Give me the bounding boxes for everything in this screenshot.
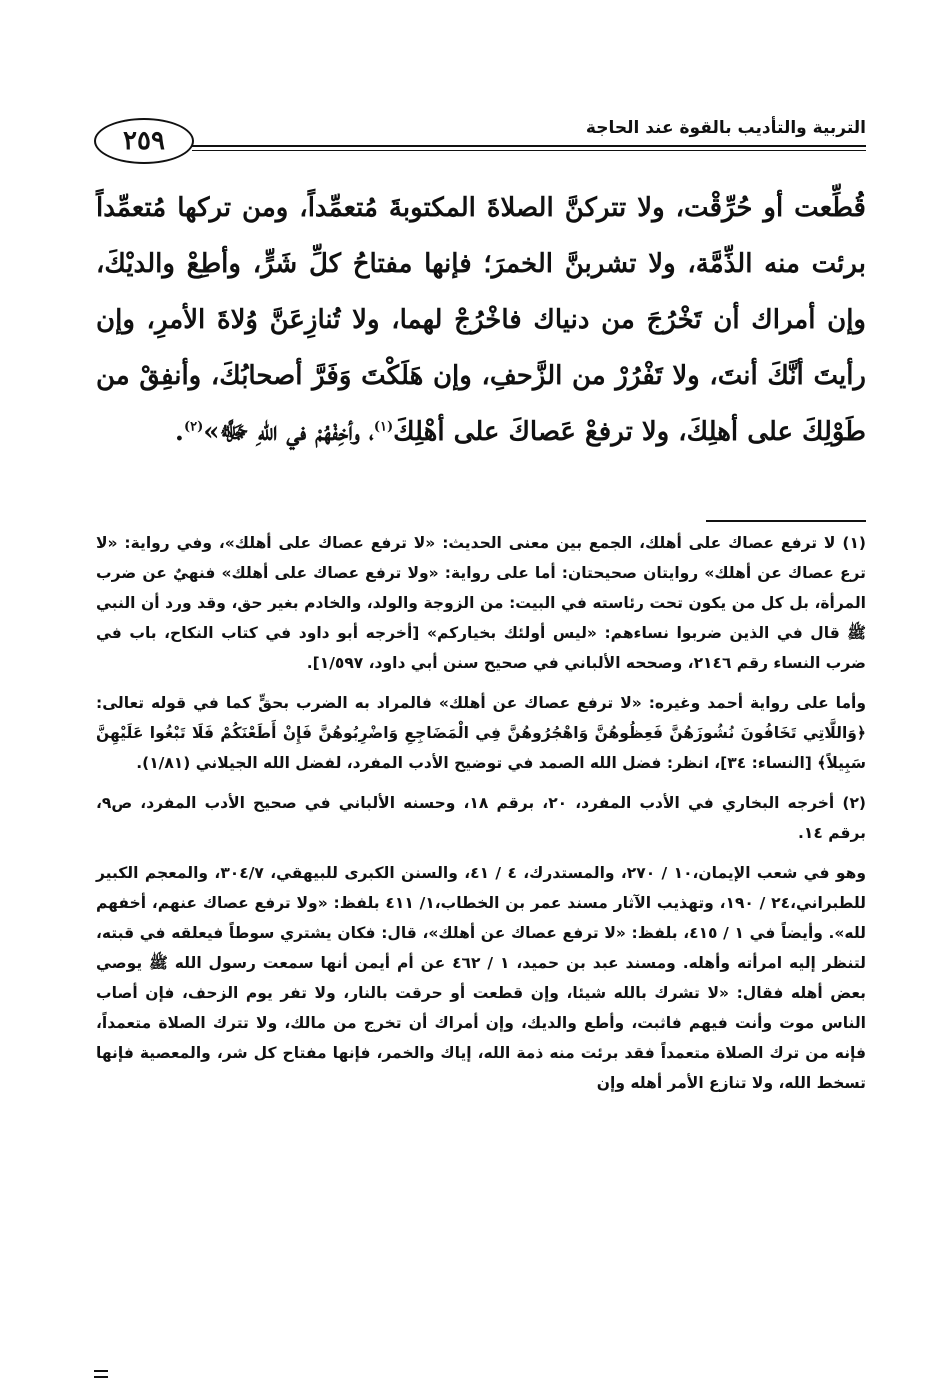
main-text-tail: ، وأخِفْهُمْ في اللهِ ﷻ»: [203, 417, 374, 447]
main-text-end: .: [174, 417, 184, 447]
footnote-ref-1[interactable]: (١): [373, 419, 394, 435]
footnote-2-text-2: وهو في شعب الإيمان،١٠ / ٢٧٠، والمستدرك، ٤ / ٤١، والسنن الكبرى للبيهقي، ٣٠٤/٧، والمعجم الكبير للطبراني،٢٤ / ١٩٠، وتهذيب الآثار مسند عمر بن الخطاب،١/ ٤١١ بلفظ: «ولا ترفع عصاك عنهم، أخفهم لله». وأيضاً في ١ / ٤١٥، بلفظ: «لا ترفع عصاك عن أهلك»، قال: فكان يشتري سوطاً فيعلقه في قبته، لتنظر إليه امرأته وأهله. ومسند عبد بن حميد، ١ / ٤٦٢ عن أم أيمن أنها سمعت رسول الله ﷺ يوصي بعض أهله فقال: «لا تشرك بالله شيئا، وإن قطعت أو حرقت بالنار، ولا تفر يوم الزحف، فإن أصاب الناس موت وأنت فيهم فاثبت، وأطع والديك، وإن أمراك أن تخرج من مالك، ولا تترك الصلاة متعمداً، فإنه من ترك الصلاة متعمداً فقد برئت منه ذمة الله، إياك والخمر، فإنها مفتاح كل شر، والمعصية فإنها تسخط الله، ولا تنازع الأمر أهله وإن: [96, 864, 866, 1092]
footnote-1-text-2: وأما على رواية أحمد وغيره: «لا ترفع عصاك عن أهلك» فالمراد به الضرب بحقٍّ كما في قوله تعالى: ﴿وَاللَّاتِي تَخَافُونَ نُشُوزَهُنَّ فَعِظُوهُنَّ وَاهْجُرُوهُنَّ فِي الْمَضَاجِعِ وَاضْرِبُوهُنَّ فَإِنْ أَطَعْنَكُمْ فَلَا تَبْغُوا عَلَيْهِنَّ سَبِيلاً﴾ [النساء: ٣٤]، انظر: فضل الله الصمد في توضيح الأدب المفرد، لفضل الله الجيلاني (١/٨١).: [96, 694, 866, 772]
main-text-body: قُطِّعت أو حُرِّقْت، ولا تتركنَّ الصلاةَ المكتوبةَ مُتعمِّداً، ومن تركها مُتعمِّداً برئت منه الذِّمَّة، ولا تشربنَّ الخمرَ؛ فإنها مفتاحُ كلِّ شَرٍّ، وأطِعْ والديْكَ، وإن أمراك أن تَخْرُجَ من دنياك فاخْرُجْ لهما، ولا تُنازِعَنَّ وُلاةَ الأمرِ، وإن رأيتَ أنَّكَ أنتَ، ولا تَفْرُرْ من الزَّحفِ، وإن هَلَكْتَ وَفَرَّ أصحابُكَ، وأنفِقْ من طَوْلِكَ على أهلِكَ، ولا ترفعْ عَصاكَ على أهْلِكَ: [96, 193, 866, 447]
footnote-2-text: أخرجه البخاري في الأدب المفرد، ٢٠، برقم ١٨، وحسنه الألباني في صحيح الأدب المفرد، ص٩، برقم ١٤.: [96, 794, 866, 842]
running-header: [94, 108, 866, 168]
continuation-mark: [94, 1368, 114, 1382]
footnote-2-number: (٢): [842, 794, 867, 812]
main-hadith-text: [96, 180, 866, 460]
page-number-oval: [94, 118, 194, 164]
page-number: ٢٥٩: [123, 126, 165, 156]
footnote-1-number: (١): [842, 534, 866, 552]
footnotes: [96, 528, 866, 1108]
footnote-2-continued: [96, 858, 866, 1098]
footnote-1-text: لا ترفع عصاك على أهلك، الجمع بين معنى الحديث: «لا ترفع عصاك على أهلك»، وفي رواية: «لا ترع عصاك عن أهلك» روايتان صحيحتان: أما على رواية: «ولا ترفع عصاك على أهلك» فنهيٌ عن ضرب المرأة، بل كل من يكون تحت رئاسته في البيت: من الزوجة والولد، والخادم بغير حق، وقد ورد أن النبي ﷺ قال في الذين ضربوا نساءهم: «ليس أولئك بخياركم» [أخرجه أبو داود في كتاب النكاح، باب في ضرب النساء رقم ٢١٤٦، وصححه الألباني في صحيح سنن أبي داود، ١/٥٩٧].: [96, 534, 866, 672]
header-title: التربية والتأديب بالقوة عند الحاجة: [585, 118, 866, 138]
footnote-2: [96, 788, 866, 848]
footnote-separator: [706, 520, 866, 522]
footnote-1: [96, 528, 866, 678]
header-rule-thin: [192, 150, 866, 151]
footnote-ref-2[interactable]: (٢): [183, 419, 204, 435]
header-rule: [192, 145, 866, 147]
footnote-1-continued: [96, 688, 866, 778]
main-paragraph: [96, 180, 866, 460]
